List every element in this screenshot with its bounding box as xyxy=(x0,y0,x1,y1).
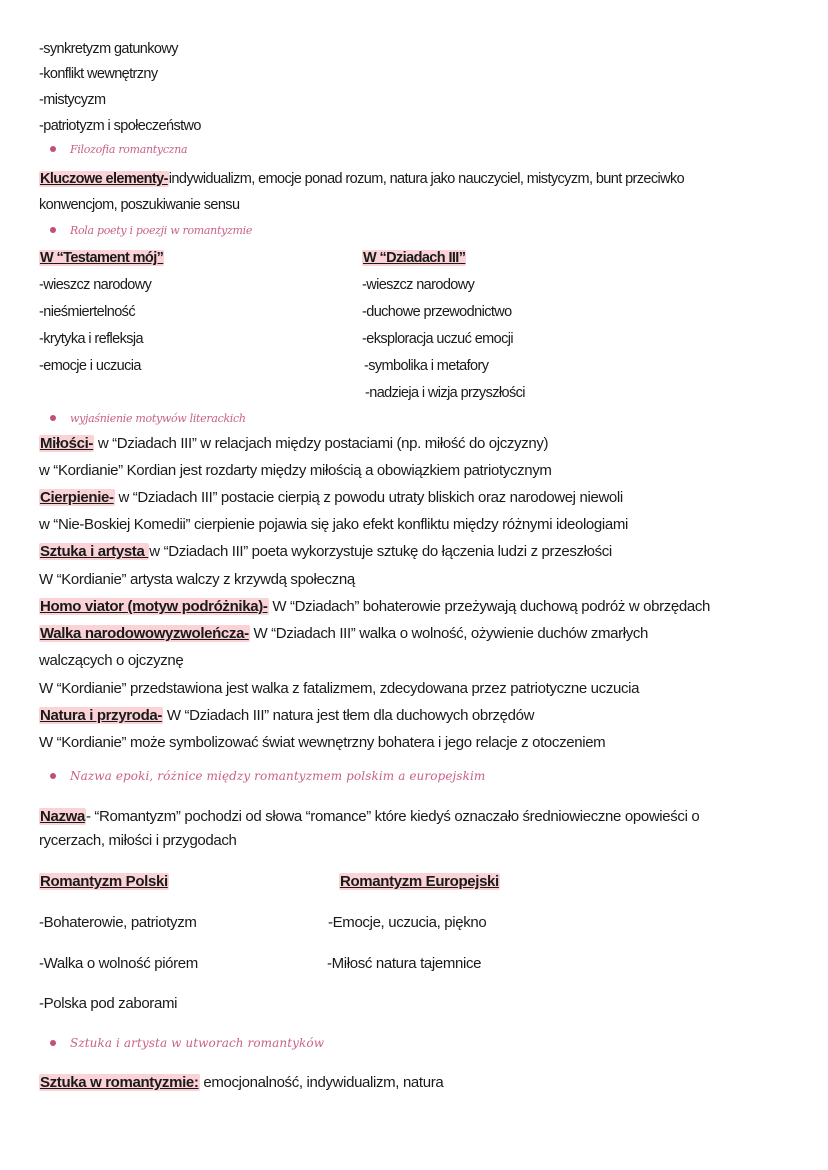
bullet-icon xyxy=(50,227,56,233)
list-item: -eksploracja uczuć emocji xyxy=(362,331,514,347)
list-item: -wieszcz narodowy xyxy=(39,277,152,293)
motif-line: Homo viator (motyw podróżnika)- W “Dziadach” bohaterowie przeżywają duchową podróż w obrzędach xyxy=(40,598,711,615)
bullet-icon xyxy=(50,773,56,779)
paragraph-line: konwencjom, poszukiwanie sensu xyxy=(39,197,240,213)
column-title-polski: Romantyzm Polski xyxy=(40,873,168,890)
list-item: -konflikt wewnętrzny xyxy=(39,66,158,82)
list-item: -Walka o wolność piórem xyxy=(39,955,198,972)
section-heading-rola-poety: Rola poety i poezji w romantyzmie xyxy=(50,223,252,239)
section-heading-filozofia: Filozofia romantyczna xyxy=(50,142,187,158)
motif-line: Walka narodowowyzwoleńcza- W “Dziadach III” walka o wolność, ożywienie duchów zmarłych xyxy=(40,625,649,642)
keyword-highlight: Kluczowe elementy- xyxy=(40,171,168,187)
list-item: -mistycyzm xyxy=(39,92,106,108)
column-title-europejski: Romantyzm Europejski xyxy=(340,873,499,890)
paragraph-sztuka: Sztuka w romantyzmie: emocjonalność, indywidualizm, natura xyxy=(40,1074,444,1091)
list-item: -Bohaterowie, patriotyzm xyxy=(39,914,197,931)
bullet-icon xyxy=(50,1040,56,1046)
list-item: -wieszcz narodowy xyxy=(362,277,475,293)
list-item: -synkretyzm gatunkowy xyxy=(39,41,178,57)
list-item: -duchowe przewodnictwo xyxy=(362,304,512,320)
list-item: -symbolika i metafory xyxy=(364,358,489,374)
paragraph-nazwa: Nazwa- “Romantyzm” pochodzi od słowa “romance” które kiedyś oznaczało średniowieczne opowieści o xyxy=(40,808,700,825)
list-item: -nieśmiertelność xyxy=(39,304,135,320)
section-heading-nazwa-epoki: Nazwa epoki, różnice między romantyzmem polskim a europejskim xyxy=(50,768,485,784)
list-item: -Miłosć natura tajemnice xyxy=(327,955,482,972)
column-title-testament: W “Testament mój” xyxy=(40,250,164,266)
section-heading-motywy: wyjaśnienie motywów literackich xyxy=(50,411,246,427)
list-item: -krytyka i refleksja xyxy=(39,331,144,347)
list-item: -Polska pod zaborami xyxy=(39,995,178,1012)
section-heading-sztuka: Sztuka i artysta w utworach romantyków xyxy=(50,1035,324,1051)
motif-line: walczących o ojczyznę xyxy=(39,652,184,669)
motif-line: W “Kordianie” artysta walczy z krzywdą społeczną xyxy=(39,571,355,588)
motif-line: w “Kordianie” Kordian jest rozdarty między miłością a obowiązkiem patriotycznym xyxy=(39,462,552,479)
list-item: -Emocje, uczucia, piękno xyxy=(328,914,487,931)
motif-line: Sztuka i artysta w “Dziadach III” poeta wykorzystuje sztukę do łączenia ludzi z przeszłości xyxy=(40,543,612,560)
motif-line: W “Kordianie” przedstawiona jest walka z fatalizmem, zdecydowana przez patriotyczne uczucia xyxy=(39,680,640,697)
paragraph-kluczowe: Kluczowe elementy-indywidualizm, emocje ponad rozum, natura jako nauczyciel, mistycyzm, bunt przeciwko xyxy=(40,171,685,187)
motif-line: Cierpienie- w “Dziadach III” postacie cierpią z powodu utraty bliskich oraz narodowej niewoli xyxy=(40,489,623,506)
bullet-icon xyxy=(50,415,56,421)
paragraph-line: rycerzach, miłości i przygodach xyxy=(39,832,237,849)
bullet-icon xyxy=(50,146,56,152)
column-title-dziady: W “Dziadach III” xyxy=(363,250,466,266)
motif-line: Natura i przyroda- W “Dziadach III” natura jest tłem dla duchowych obrzędów xyxy=(40,707,535,724)
list-item: -patriotyzm i społeczeństwo xyxy=(39,118,201,134)
motif-line: Miłości- w “Dziadach III” w relacjach między postaciami (np. miłość do ojczyzny) xyxy=(40,435,549,452)
list-item: -emocje i uczucia xyxy=(39,358,141,374)
motif-line: w “Nie-Boskiej Komedii” cierpienie pojawia się jako efekt konfliktu między różnymi ideologiami xyxy=(39,516,629,533)
motif-line: W “Kordianie” może symbolizować świat wewnętrzny bohatera i jego relacje z otoczeniem xyxy=(39,734,606,751)
list-item: -nadzieja i wizja przyszłości xyxy=(365,385,525,401)
